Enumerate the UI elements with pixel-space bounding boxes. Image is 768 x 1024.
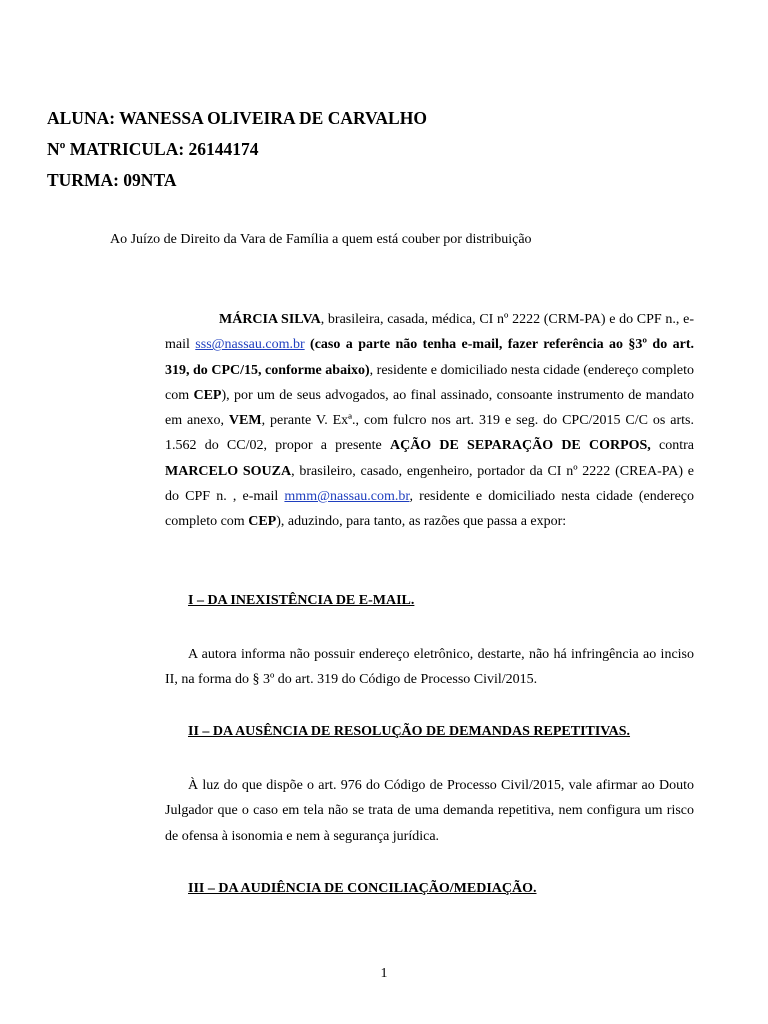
registration-number: Nº MATRICULA: 26144174 <box>47 139 259 159</box>
cep-label-1: CEP <box>193 387 222 403</box>
vem-word: VEM <box>228 413 262 429</box>
class-code: TURMA: 09NTA <box>47 170 177 190</box>
section-2-block <box>165 773 694 849</box>
intro-paragraph-block <box>165 307 694 535</box>
cep-label-2: CEP <box>248 514 277 530</box>
student-header <box>47 103 427 196</box>
section-2-title: II – DA AUSÊNCIA DE RESOLUÇÃO DE DEMANDAS REPETITIVAS. <box>188 724 631 739</box>
plaintiff-email-link[interactable]: sss@nassau.com.br <box>195 337 305 353</box>
defendant-name: MARCELO SOUZA <box>165 463 292 479</box>
addressee-line: Ao Juízo de Direito da Vara de Família a quem está couber por distribuição <box>110 232 532 247</box>
page-number: 1 <box>380 966 388 981</box>
action-title: AÇÃO DE SEPARAÇÃO DE CORPOS, <box>389 438 651 454</box>
section-1-title: I – DA INEXISTÊNCIA DE E-MAIL. <box>188 593 415 608</box>
intro-text-3: , residente e domiciliado nesta cidade (endereço completo com <box>165 362 694 403</box>
plaintiff-name: MÁRCIA SILVA <box>219 312 321 327</box>
section-1-block <box>165 642 694 693</box>
intro-text-9: ), aduzindo, para tanto, as razões que passa a expor: <box>276 514 567 530</box>
intro-text-4: ), por um de seus advogados, ao final assinado, consoante instrumento de mandato em anexo, <box>165 387 695 429</box>
intro-text-8: , residente e domiciliado nesta cidade (endereço completo com <box>165 489 694 530</box>
section-3-title: III – DA AUDIÊNCIA DE CONCILIAÇÃO/MEDIAÇÃO. <box>188 881 537 896</box>
section-1-text: A autora informa não possuir endereço eletrônico, destarte, não há infringência ao inciso II, na forma do § 3º do art. 319 do Código de Processo Civil/2015. <box>165 647 694 688</box>
defendant-email-link[interactable]: mmm@nassau.com.br <box>284 489 410 505</box>
intro-text-6: contra <box>650 438 694 454</box>
student-name: ALUNA: WANESSA OLIVEIRA DE CARVALHO <box>47 108 427 128</box>
email-note: (caso a parte não tenha e-mail, fazer referência ao §3º do art. 319, do CPC/15, conforme abaixo) <box>165 337 694 378</box>
intro-paragraph <box>165 307 694 535</box>
intro-text-7: , brasileiro, casado, engenheiro, portador da CI nº 2222 (CREA-PA) e do CPF n. , e-mail <box>165 463 694 505</box>
intro-text-1: , brasileira, casada, médica, CI nº 2222 (CRM-PA) e do CPF n., e-mail <box>165 312 694 353</box>
section-2-text: À luz do que dispõe o art. 976 do Código de Processo Civil/2015, vale afirmar ao Douto Julgador que o caso em tela não se trata de uma demanda repetitiva, nem configura um risco de ofensa à isonomia e nem à segurança jurídica. <box>165 778 694 844</box>
intro-text-5: , perante V. Exª., com fulcro nos art. 319 e seg. do CPC/2015 C/C os arts. 1.562 do CC/02, propor a presente <box>165 413 694 454</box>
